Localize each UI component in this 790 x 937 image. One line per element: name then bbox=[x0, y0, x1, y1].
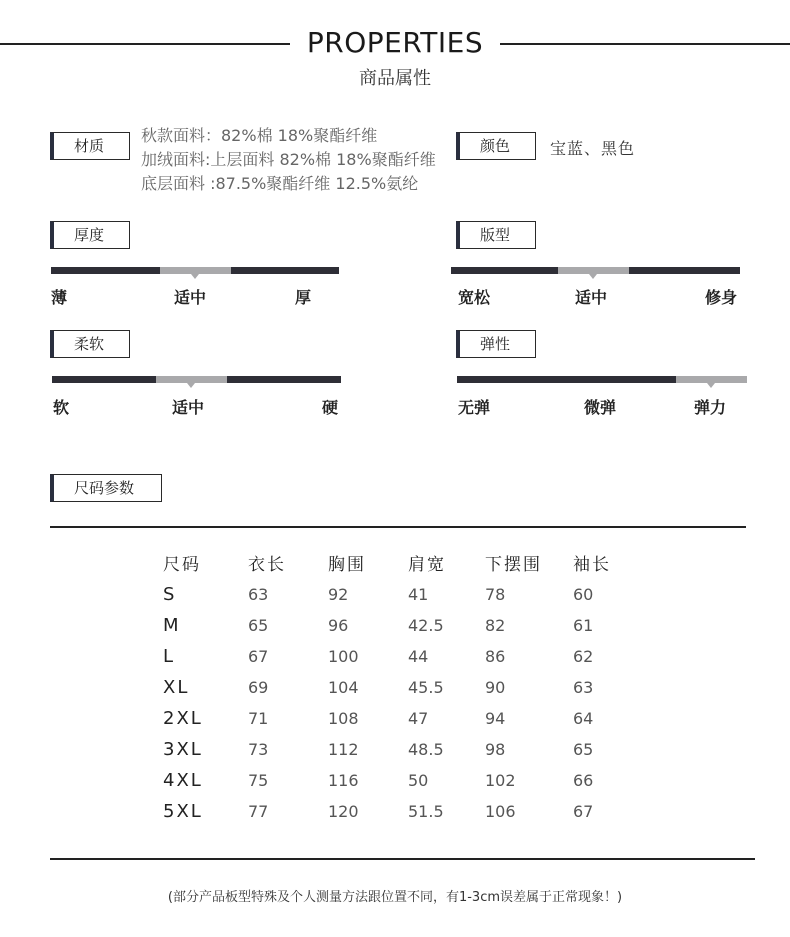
table-cell: 108 bbox=[328, 709, 359, 728]
table-cell: 90 bbox=[485, 678, 506, 697]
size-cell: L bbox=[163, 646, 176, 667]
table-row bbox=[163, 579, 643, 610]
table-cell: 66 bbox=[573, 771, 594, 790]
softness-pointer bbox=[187, 383, 195, 388]
color-value: 宝蓝、黑色 bbox=[550, 139, 636, 158]
table-cell: 63 bbox=[248, 585, 269, 604]
material-line-2: 加绒面料:上层面料 82%棉 18%聚酯纤维 bbox=[141, 150, 436, 169]
fit-option-slim: 修身 bbox=[705, 288, 738, 307]
size-chart-label: 尺码参数 bbox=[50, 474, 162, 502]
header-hem: 下摆围 bbox=[485, 554, 542, 575]
size-chart-bottom-rule bbox=[50, 858, 755, 860]
table-cell: 77 bbox=[248, 802, 269, 821]
table-cell: 45.5 bbox=[408, 678, 444, 697]
softness-scale bbox=[52, 376, 341, 383]
thickness-selected-segment bbox=[160, 267, 231, 274]
size-cell: 2XL bbox=[163, 708, 203, 729]
fit-scale bbox=[451, 267, 740, 274]
elasticity-option-none: 无弹 bbox=[458, 398, 491, 417]
table-cell: 44 bbox=[408, 647, 429, 666]
fit-selected-segment bbox=[558, 267, 629, 274]
table-cell: 112 bbox=[328, 740, 359, 759]
table-cell: 50 bbox=[408, 771, 429, 790]
table-row bbox=[163, 672, 643, 703]
size-cell: 5XL bbox=[163, 801, 203, 822]
table-cell: 98 bbox=[485, 740, 506, 759]
thickness-label: 厚度 bbox=[50, 221, 130, 249]
table-row bbox=[163, 765, 643, 796]
softness-option-soft: 软 bbox=[53, 398, 70, 417]
thickness-option-thick: 厚 bbox=[295, 288, 312, 307]
table-cell: 106 bbox=[485, 802, 516, 821]
header-size: 尺码 bbox=[163, 554, 201, 575]
material-line-3: 底层面料 :87.5%聚酯纤维 12.5%氨纶 bbox=[141, 174, 419, 193]
table-cell: 60 bbox=[573, 585, 594, 604]
table-cell: 65 bbox=[573, 740, 594, 759]
softness-option-hard: 硬 bbox=[322, 398, 339, 417]
elasticity-option-slight: 微弹 bbox=[584, 398, 617, 417]
size-cell: S bbox=[163, 584, 177, 605]
size-cell: 3XL bbox=[163, 739, 203, 760]
table-cell: 78 bbox=[485, 585, 506, 604]
table-cell: 104 bbox=[328, 678, 359, 697]
thickness-option-medium: 适中 bbox=[174, 288, 207, 307]
thickness-option-thin: 薄 bbox=[51, 288, 68, 307]
footnote: (部分产品板型特殊及个人测量方法跟位置不同，有1-3cm误差属于正常现象！) bbox=[167, 890, 623, 905]
table-cell: 61 bbox=[573, 616, 594, 635]
table-cell: 73 bbox=[248, 740, 269, 759]
table-cell: 48.5 bbox=[408, 740, 444, 759]
header-shoulder: 肩宽 bbox=[408, 554, 446, 575]
table-cell: 120 bbox=[328, 802, 359, 821]
size-cell: 4XL bbox=[163, 770, 203, 791]
color-label: 颜色 bbox=[456, 132, 536, 160]
table-row bbox=[163, 641, 643, 672]
table-cell: 51.5 bbox=[408, 802, 444, 821]
header-sleeve: 袖长 bbox=[573, 554, 611, 575]
table-row bbox=[163, 734, 643, 765]
elasticity-label: 弹性 bbox=[456, 330, 536, 358]
page-subtitle: 商品属性 bbox=[359, 68, 431, 89]
fit-option-regular: 适中 bbox=[575, 288, 608, 307]
softness-label: 柔软 bbox=[50, 330, 130, 358]
material-label: 材质 bbox=[50, 132, 130, 160]
table-cell: 92 bbox=[328, 585, 349, 604]
table-cell: 94 bbox=[485, 709, 506, 728]
material-line-1: 秋款面料：82%棉 18%聚酯纤维 bbox=[141, 126, 378, 145]
elasticity-pointer bbox=[707, 383, 715, 388]
table-cell: 75 bbox=[248, 771, 269, 790]
header-length: 衣长 bbox=[248, 554, 286, 575]
table-cell: 42.5 bbox=[408, 616, 444, 635]
size-table bbox=[163, 545, 643, 827]
size-chart-top-rule bbox=[50, 526, 746, 528]
table-cell: 64 bbox=[573, 709, 594, 728]
table-cell: 63 bbox=[573, 678, 594, 697]
size-table-header bbox=[163, 545, 643, 579]
table-cell: 86 bbox=[485, 647, 506, 666]
fit-option-loose: 宽松 bbox=[458, 288, 491, 307]
table-cell: 62 bbox=[573, 647, 594, 666]
softness-option-medium: 适中 bbox=[172, 398, 205, 417]
table-cell: 82 bbox=[485, 616, 506, 635]
table-row bbox=[163, 610, 643, 641]
table-cell: 116 bbox=[328, 771, 359, 790]
table-row bbox=[163, 703, 643, 734]
table-cell: 71 bbox=[248, 709, 269, 728]
table-cell: 102 bbox=[485, 771, 516, 790]
fit-label: 版型 bbox=[456, 221, 536, 249]
table-cell: 41 bbox=[408, 585, 429, 604]
table-cell: 47 bbox=[408, 709, 429, 728]
table-cell: 65 bbox=[248, 616, 269, 635]
table-cell: 100 bbox=[328, 647, 359, 666]
page-title: PROPERTIES bbox=[306, 26, 484, 59]
table-cell: 69 bbox=[248, 678, 269, 697]
thickness-pointer bbox=[191, 274, 199, 279]
table-cell: 96 bbox=[328, 616, 349, 635]
size-cell: M bbox=[163, 615, 181, 636]
table-row bbox=[163, 796, 643, 827]
header-chest: 胸围 bbox=[328, 554, 366, 575]
elasticity-scale bbox=[457, 376, 747, 383]
thickness-scale bbox=[51, 267, 339, 274]
elasticity-option-stretch: 弹力 bbox=[694, 398, 727, 417]
table-cell: 67 bbox=[248, 647, 269, 666]
size-cell: XL bbox=[163, 677, 190, 698]
fit-pointer bbox=[589, 274, 597, 279]
softness-selected-segment bbox=[156, 376, 227, 383]
elasticity-selected-segment bbox=[676, 376, 747, 383]
table-cell: 67 bbox=[573, 802, 594, 821]
